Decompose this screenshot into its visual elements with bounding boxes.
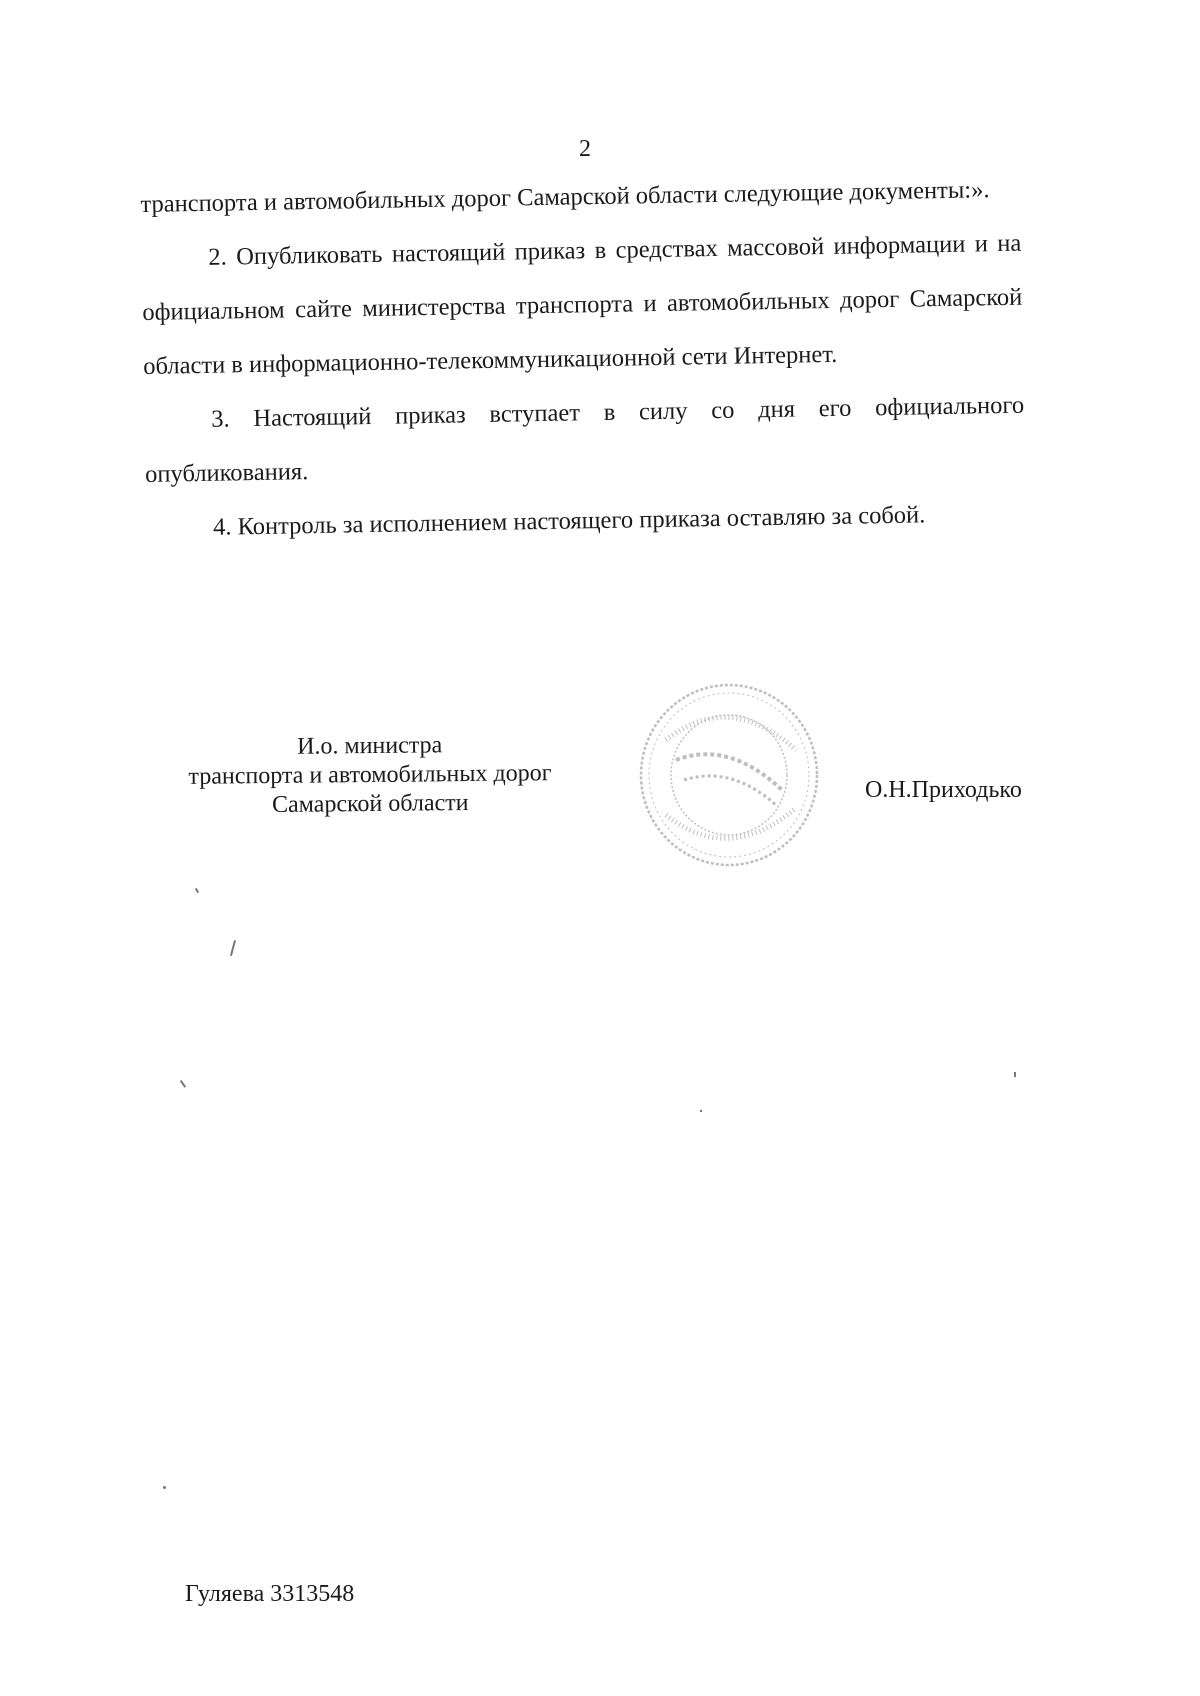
- paragraph-4: 4. Контроль за исполнением настоящего приказа оставляю за собой.: [212, 501, 926, 541]
- signatory-position: [150, 730, 591, 822]
- position-line-1: И.о. министра: [296, 732, 443, 760]
- paragraph-2: 2. Опубликовать настоящий приказ в средствах массовой информации и на официальном сайте министерства транспорта и автомобильных дорог Самарской области в информационно-телекоммуникационной сети Интернет.: [142, 229, 1023, 380]
- scan-speck: [230, 940, 236, 956]
- executor-contact: Гуляева 3313548: [185, 1581, 355, 1607]
- position-line-3: Самарской области: [271, 789, 469, 819]
- document-body: [140, 163, 1026, 556]
- paragraph-continuation: транспорта и автомобильных дорог Самарской области следующие документы:».: [140, 176, 990, 218]
- paragraph-3: 3. Настоящий приказ вступает в силу со дня его официального опубликования.: [144, 391, 1025, 488]
- page-number: 2: [579, 136, 591, 162]
- scan-speck: [1014, 1072, 1016, 1077]
- official-seal-icon: [636, 680, 822, 870]
- scan-speck: [180, 1080, 186, 1087]
- signatory-name: О.Н.Приходько: [865, 777, 1022, 803]
- scan-speck: [700, 1110, 702, 1112]
- scan-speck: [195, 888, 199, 893]
- scan-speck: [163, 1486, 166, 1489]
- position-line-2: транспорта и автомобильных дорог: [188, 760, 552, 790]
